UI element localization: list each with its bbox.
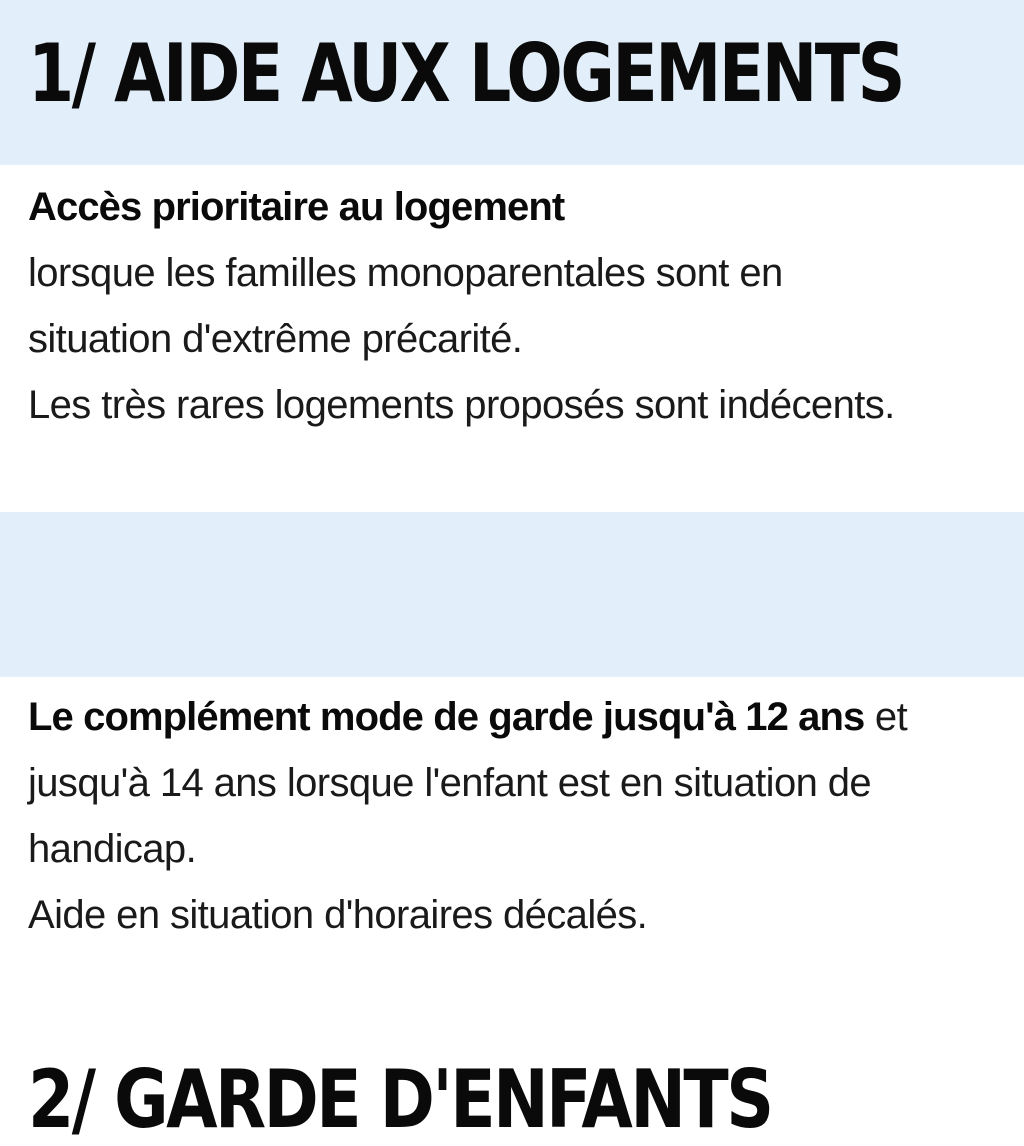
section-2-heading: 2/ GARDE D'ENFANTS: [28, 1053, 772, 1146]
section-1-line-1: lorsque les familles monoparentales sont en: [28, 251, 783, 295]
section-2-line-2: handicap.: [28, 827, 197, 871]
section-1-lead: Accès prioritaire au logement: [28, 185, 565, 229]
section-2-lead-line: [28, 684, 998, 750]
section-1-header-band: [0, 0, 1024, 165]
section-2-lead: Le complément mode de garde jusqu'à 12 ans: [28, 695, 865, 739]
section-1-body: [28, 174, 998, 438]
section-2-lead-suffix: et: [864, 695, 908, 739]
section-1-heading: 1/ AIDE AUX LOGEMENTS: [28, 27, 903, 120]
section-2-line-1: jusqu'à 14 ans lorsque l'enfant est en situation de: [28, 761, 872, 805]
section-2-body: [28, 684, 998, 948]
section-2-line-3: Aide en situation d'horaires décalés.: [28, 893, 648, 937]
section-1-line-3: Les très rares logements proposés sont indécents.: [28, 383, 895, 427]
section-1-line-2: situation d'extrême précarité.: [28, 317, 523, 361]
